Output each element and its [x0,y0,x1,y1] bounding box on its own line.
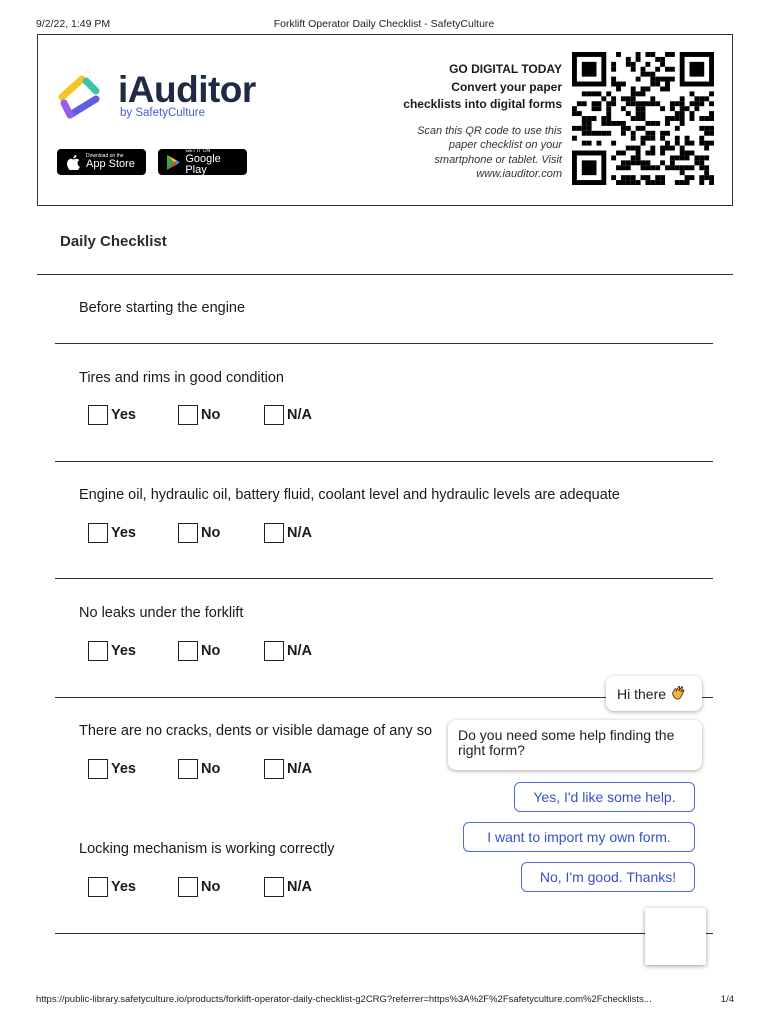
app-store-badge[interactable] [57,149,146,175]
chat-greeting-bubble[interactable] [606,676,702,711]
checkbox[interactable] [178,759,198,779]
google-play-icon [166,154,180,170]
print-footer [0,994,768,1008]
option-label: No [201,407,221,423]
checkbox[interactable] [88,759,108,779]
divider [37,274,733,275]
promo-banner [37,34,733,206]
chat-option-import-button[interactable]: I want to import my own form. [463,822,695,852]
checklist-question: There are no cracks, dents or visible damage of any so [79,723,433,739]
option-no[interactable] [178,641,250,661]
chat-launcher-button[interactable] [645,908,706,965]
option-label: N/A [287,761,312,777]
divider [55,578,713,579]
option-label: Yes [111,879,136,895]
print-header [0,18,768,32]
option-label: No [201,879,221,895]
option-na[interactable] [264,405,312,425]
promo-instruction-line: paper checklist on your [448,139,562,151]
chat-option-help-button[interactable]: Yes, I'd like some help. [514,782,695,812]
app-store-text: App Store [86,158,135,170]
option-label: Yes [111,761,136,777]
checkbox[interactable] [264,523,284,543]
answer-options [88,523,326,543]
promo-heading: GO DIGITAL TODAY [449,62,562,76]
option-label: No [201,643,221,659]
waving-hand-icon [671,685,686,703]
promo-line: checklists into digital forms [403,97,562,111]
checkbox[interactable] [178,405,198,425]
option-yes[interactable] [88,405,164,425]
google-play-badge[interactable] [158,149,247,175]
qr-code-icon[interactable] [572,52,714,185]
option-yes[interactable] [88,641,164,661]
promo-instructions [342,124,562,182]
chat-message-bubble: Do you need some help finding the right form? [448,720,702,770]
divider [55,933,713,934]
checkbox[interactable] [264,641,284,661]
promo-url: www.iauditor.com [476,168,562,180]
option-label: N/A [287,879,312,895]
option-label: Yes [111,407,136,423]
option-label: No [201,525,221,541]
checklist-question: Engine oil, hydraulic oil, battery fluid, coolant level and hydraulic levels are adequate [79,487,620,503]
google-play-small-text: GET IT ON [185,147,211,154]
brand-name: iAuditor [118,69,256,110]
divider [55,343,713,344]
print-datetime: 9/2/22, 1:49 PM [36,18,111,30]
google-play-text: Google Play [185,152,221,176]
checkbox[interactable] [88,641,108,661]
apple-icon [65,154,81,170]
chat-option-decline-button[interactable]: No, I'm good. Thanks! [521,862,695,892]
checkbox[interactable] [264,405,284,425]
checkbox[interactable] [264,759,284,779]
checkbox[interactable] [178,877,198,897]
chat-greeting-text: Hi there [617,685,667,702]
promo-line: Convert your paper [451,79,562,94]
option-na[interactable] [264,877,312,897]
option-label: N/A [287,643,312,659]
checkbox[interactable] [178,523,198,543]
promo-text-block [342,61,562,182]
option-label: Yes [111,525,136,541]
app-store-small-text: Download on the [86,153,124,159]
print-title: Forklift Operator Daily Checklist - SafetyCulture [273,18,495,30]
subsection-heading: Before starting the engine [79,300,246,316]
answer-options [88,877,326,897]
option-na[interactable] [264,759,312,779]
option-yes[interactable] [88,877,164,897]
option-label: Yes [111,643,136,659]
print-page-number: 1/4 [720,994,734,1005]
section-title: Daily Checklist [60,233,167,250]
checklist-question: Locking mechanism is working correctly [79,841,335,857]
checkbox[interactable] [264,877,284,897]
answer-options [88,759,326,779]
iauditor-logo-icon [56,71,110,125]
option-label: No [201,761,221,777]
checkbox[interactable] [88,405,108,425]
print-url: https://public-library.safetyculture.io/products/forklift-operator-daily-checklist-g2CRG?referrer=https%3A%2F%2Fsafetyculture.com%2Fchecklists... [36,994,652,1005]
option-na[interactable] [264,641,312,661]
promo-instruction-line: smartphone or tablet. Visit [434,153,562,166]
option-no[interactable] [178,523,250,543]
checkbox[interactable] [88,523,108,543]
checkbox[interactable] [88,877,108,897]
answer-options [88,641,326,661]
option-no[interactable] [178,759,250,779]
option-label: N/A [287,525,312,541]
option-yes[interactable] [88,759,164,779]
checklist-question: Tires and rims in good condition [79,370,284,386]
brand-subtitle: by SafetyCulture [120,107,206,119]
checklist-question: No leaks under the forklift [79,605,244,621]
option-na[interactable] [264,523,312,543]
option-no[interactable] [178,877,250,897]
divider [55,461,713,462]
promo-instruction-line: Scan this QR code to use this [417,124,562,137]
answer-options [88,405,326,425]
option-no[interactable] [178,405,250,425]
option-yes[interactable] [88,523,164,543]
checkbox[interactable] [178,641,198,661]
option-label: N/A [287,407,312,423]
